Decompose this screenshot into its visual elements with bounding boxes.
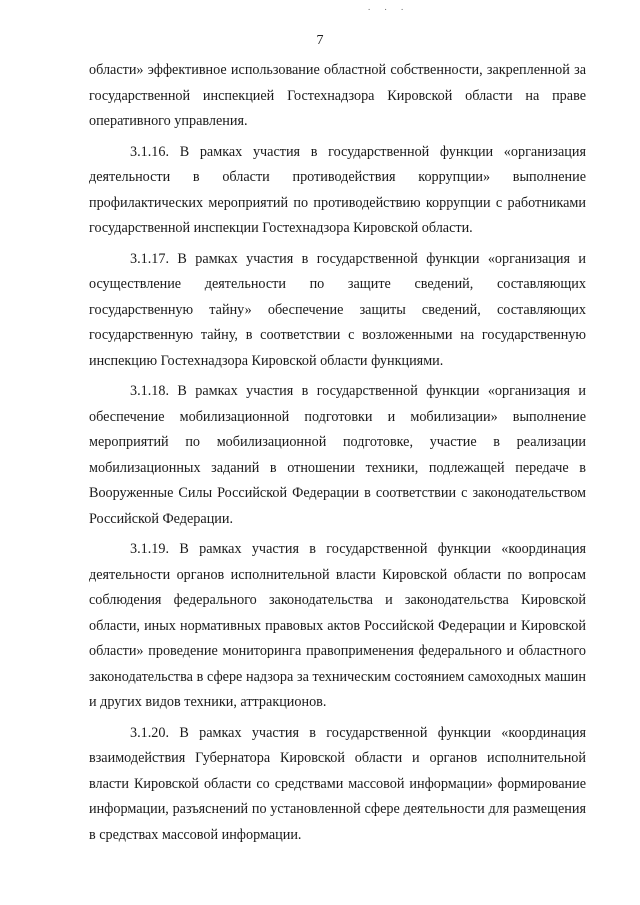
paragraph-3-1-18: 3.1.18. В рамках участия в государственной функции «организация и обеспечение мобилизационной подготовки и мобилизации» выполнение мероприятий по мобилизационной подготовке, участие в реализации мобилизационных заданий в отношении техники, подлежащей передаче в Вооруженные Силы Российской Федерации в соответствии с законодательством Российской Федерации.	[89, 383, 586, 527]
scan-artifact-marks: . . .	[368, 2, 410, 12]
paragraph-continuation: области» эффективное использование областной собственности, закрепленной за государственной инспекцией Гостехнадзора Кировской области на праве оперативного управления.	[89, 62, 586, 129]
paragraph-3-1-20: 3.1.20. В рамках участия в государственной функции «координация взаимодействия Губернатора Кировской области и органов исполнительной власти Кировской области со средствами массовой информации» формирование информации, разъяснений по установленной сфере деятельности для размещения в средствах массовой информации.	[89, 724, 586, 843]
paragraph-3-1-17: 3.1.17. В рамках участия в государственной функции «организация и осуществление деятельности по защите сведений, составляющих государственную тайну» обеспечение защиты сведений, составляющих государственную тайну, в соответствии с возложенными на государственную инспекцию Гостехнадзора Кировской области функциями.	[89, 250, 586, 369]
paragraph-3-1-16: 3.1.16. В рамках участия в государственной функции «организация деятельности в области противодействия коррупции» выполнение профилактических мероприятий по противодействию коррупции с работниками государственной инспекции Гостехнадзора Кировской области.	[89, 143, 586, 236]
body-text	[89, 58, 586, 849]
paragraph-3-1-19: 3.1.19. В рамках участия в государственной функции «координация деятельности органов исполнительной власти Кировской области по вопросам соблюдения федерального законодательства и законодательства Кировской области, иных нормативных правовых актов Российской Федерации и Кировской области» проведение мониторинга правоприменения федерального и областного законодательства в сфере надзора за техническим состоянием самоходных машин и других видов техники, аттракционов.	[89, 541, 586, 710]
page-number: 7	[316, 33, 324, 48]
